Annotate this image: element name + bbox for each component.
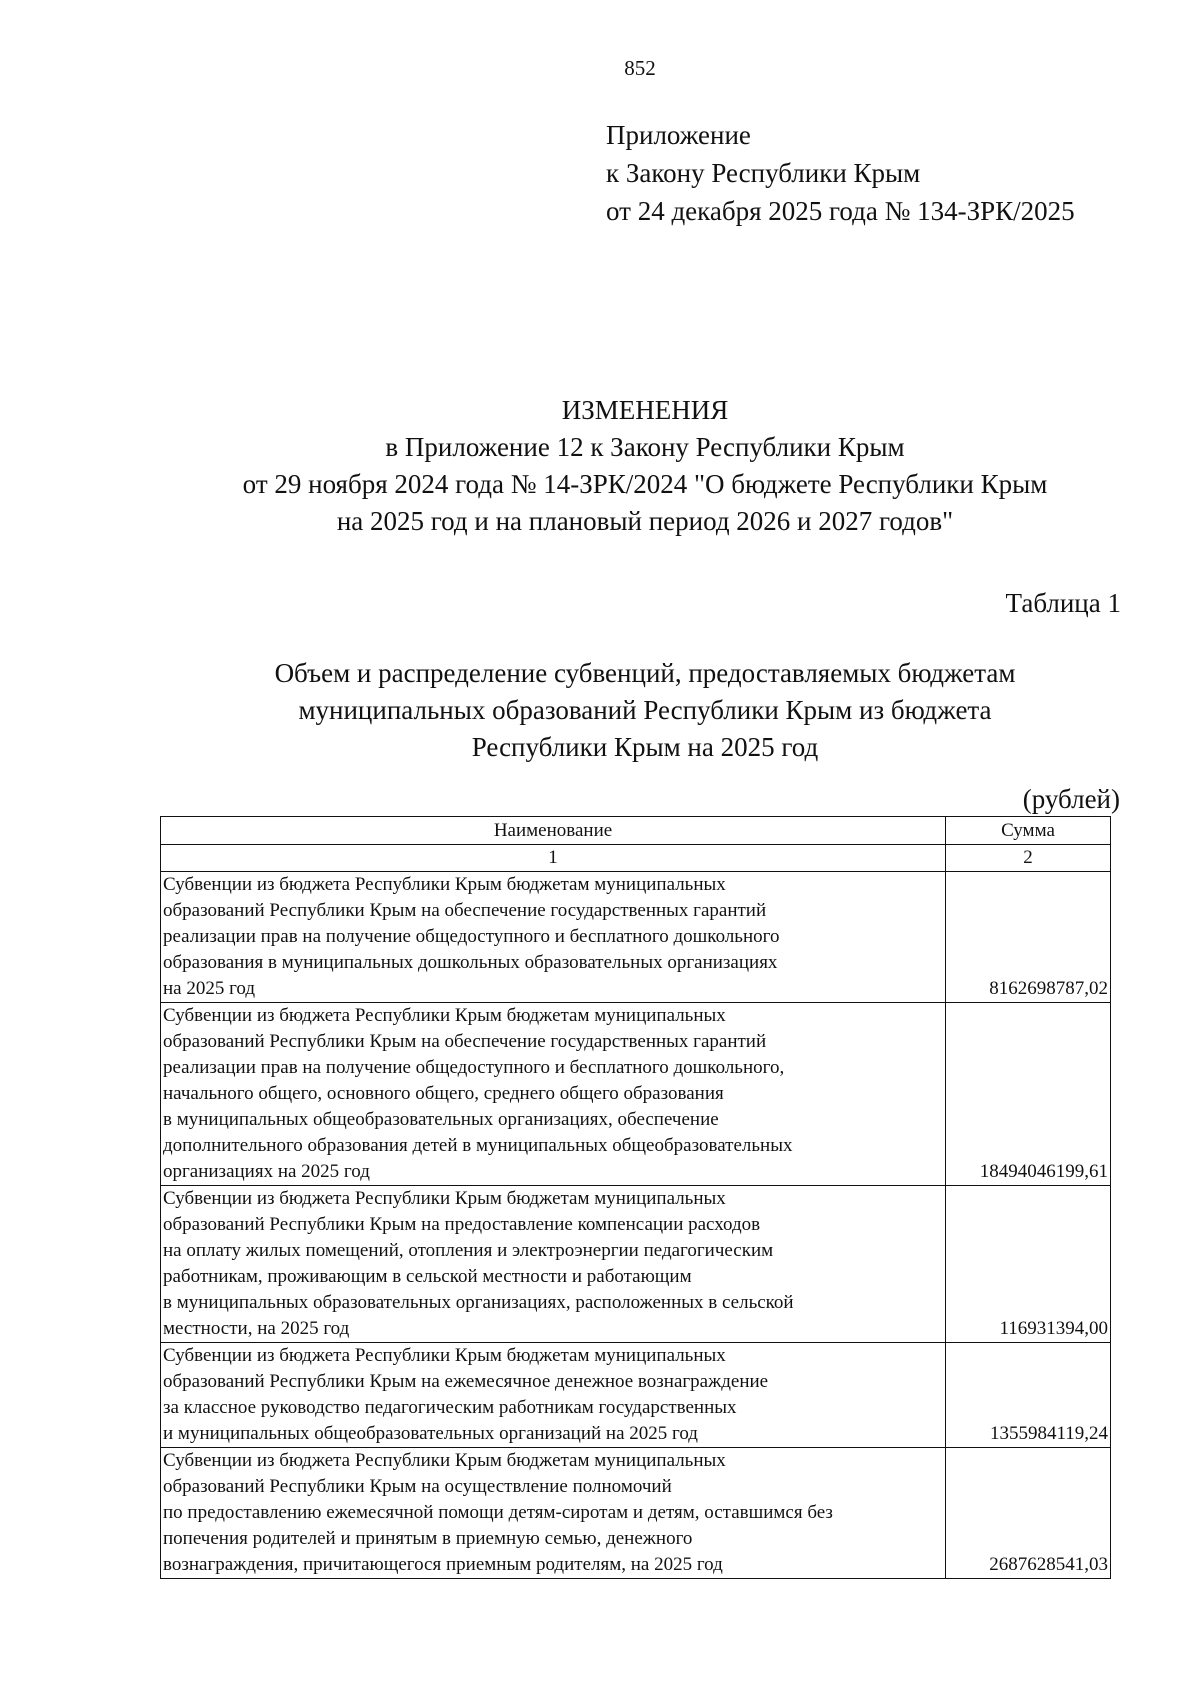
table-title-line-1: Объем и распределение субвенций, предоставляемых бюджетам (274, 658, 1016, 688)
table-row (161, 1448, 1111, 1579)
heading-line-1: ИЗМЕНЕНИЯ (561, 395, 729, 425)
unit-label: (рублей) (1022, 784, 1120, 814)
heading-line-3: от 29 ноября 2024 года № 14-ЗРК/2024 "О бюджете Республики Крым (242, 469, 1048, 499)
row-sum: 116931394,00 (946, 1186, 1111, 1343)
row-sum: 8162698787,02 (946, 872, 1111, 1003)
appendix-line-1: Приложение (606, 120, 751, 150)
row-name: Субвенции из бюджета Республики Крым бюджетам муниципальных образований Республики Крым на предоставление компенсации расходов на оплату жилых помещений, отопления и электроэнергии педагогическим работникам, проживающим в сельской местности и работающим в муниципальных образовательных организациях, расположенных в сельской местности, на 2025 год (161, 1186, 946, 1343)
table-header-row (161, 817, 1111, 845)
heading-line-4: на 2025 год и на плановый период 2026 и 2027 годов" (336, 506, 954, 536)
table-title-line-2: муниципальных образований Республики Крым из бюджета (298, 695, 992, 725)
appendix-block (606, 116, 1075, 230)
column-header-name: Наименование (161, 817, 946, 845)
row-name: Субвенции из бюджета Республики Крым бюджетам муниципальных образований Республики Крым на осуществление полномочий по предоставлению ежемесячной помощи детям-сиротам и детям, оставшимся без попечения родителей и принятым в приемную семью, денежного вознаграждения, причитающегося приемным родителям, на 2025 год (161, 1448, 946, 1579)
row-name: Субвенции из бюджета Республики Крым бюджетам муниципальных образований Республики Крым на обеспечение государственных гарантий реализации прав на получение общедоступного и бесплатного дошкольного, начального общего, основного общего, среднего общего образования в муниципальных общеобразовательных организациях, обеспечение дополнительного образования детей в муниципальных общеобразовательных организациях на 2025 год (161, 1003, 946, 1186)
document-heading (0, 392, 1200, 540)
table-row (161, 1343, 1111, 1448)
table-row (161, 872, 1111, 1003)
table-index-row (161, 845, 1111, 872)
heading-line-2: в Приложение 12 к Закону Республики Крым (385, 432, 905, 462)
table-title (0, 655, 1200, 766)
appendix-line-2: к Закону Республики Крым (606, 158, 921, 188)
row-sum: 18494046199,61 (946, 1003, 1111, 1186)
row-sum: 1355984119,24 (946, 1343, 1111, 1448)
table-title-line-3: Республики Крым на 2025 год (471, 732, 819, 762)
page-number: 852 (624, 56, 656, 80)
row-name: Субвенции из бюджета Республики Крым бюджетам муниципальных образований Республики Крым на обеспечение государственных гарантий реализации прав на получение общедоступного и бесплатного дошкольного образования в муниципальных дошкольных образовательных организациях на 2025 год (161, 872, 946, 1003)
appendix-line-3: от 24 декабря 2025 года № 134-ЗРК/2025 (606, 196, 1075, 226)
column-index-1: 1 (161, 845, 946, 872)
table-row (161, 1003, 1111, 1186)
row-sum: 2687628541,03 (946, 1448, 1111, 1579)
subventions-table (160, 816, 1111, 1579)
column-index-2: 2 (946, 845, 1111, 872)
column-header-sum: Сумма (946, 817, 1111, 845)
table-row (161, 1186, 1111, 1343)
row-name: Субвенции из бюджета Республики Крым бюджетам муниципальных образований Республики Крым на ежемесячное денежное вознаграждение за классное руководство педагогическим работникам государственных и муниципальных общеобразовательных организаций на 2025 год (161, 1343, 946, 1448)
table-number: Таблица 1 (1005, 588, 1121, 618)
